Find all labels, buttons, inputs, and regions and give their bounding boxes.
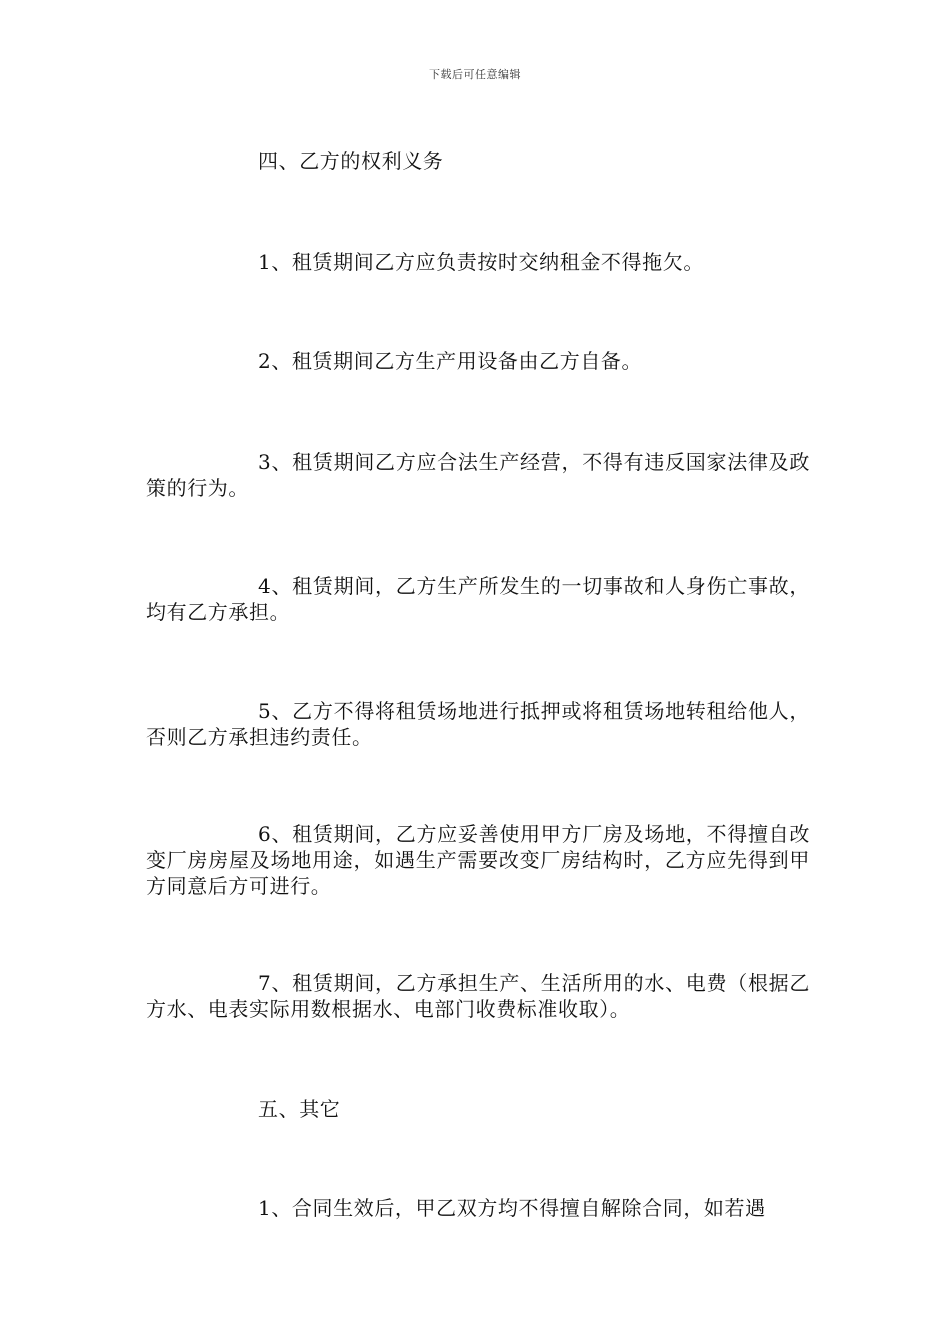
clause-4-3: 3、租赁期间乙方应合法生产经营，不得有违反国家法律及政策的行为。 <box>146 450 810 500</box>
clause-4-2: 2、租赁期间乙方生产用设备由乙方自备。 <box>258 349 643 373</box>
section-heading-5: 五、其它 <box>258 1097 341 1121</box>
clause-4-7: 7、租赁期间，乙方承担生产、生活所用的水、电费（根据乙方水、电表实际用数根据水、电部门收费标准收取）。 <box>146 971 810 1021</box>
clause-4-4: 4、租赁期间，乙方生产所发生的一切事故和人身伤亡事故，均有乙方承担。 <box>146 574 810 624</box>
clause-4-1: 1、租赁期间乙方应负责按时交纳租金不得拖欠。 <box>258 250 704 274</box>
clause-5-1: 1、合同生效后，甲乙双方均不得擅自解除合同，如若遇 <box>258 1196 766 1220</box>
section-heading-4: 四、乙方的权利义务 <box>258 149 444 173</box>
clause-4-5: 5、乙方不得将租赁场地进行抵押或将租赁场地转租给他人，否则乙方承担违约责任。 <box>146 699 810 749</box>
clause-4-6: 6、租赁期间，乙方应妥善使用甲方厂房及场地，不得擅自改变厂房房屋及场地用途，如遇生产需要改变厂房结构时，乙方应先得到甲方同意后方可进行。 <box>146 822 810 898</box>
page-header: 下载后可任意编辑 <box>429 68 521 81</box>
